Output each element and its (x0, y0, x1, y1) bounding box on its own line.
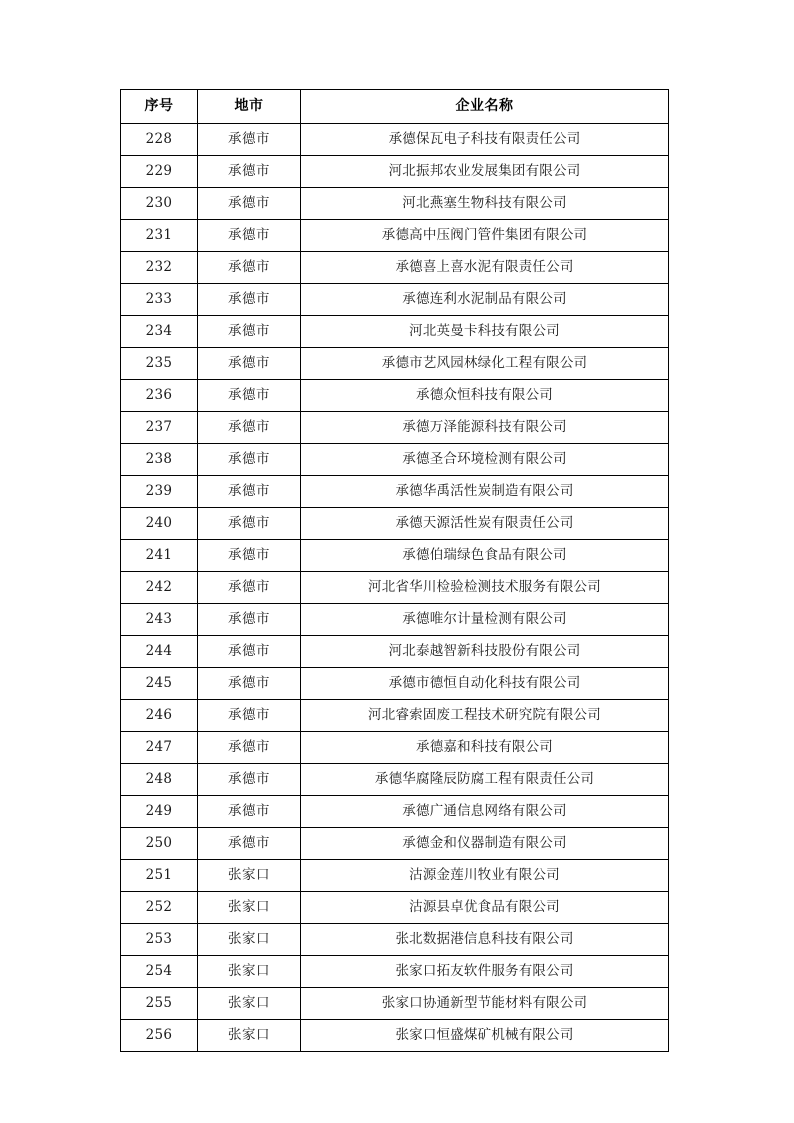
cell-sequence: 230 (121, 188, 198, 220)
table-row (121, 668, 669, 700)
cell-sequence: 243 (121, 604, 198, 636)
cell-enterprise-name: 承德嘉和科技有限公司 (301, 732, 669, 764)
table-row (121, 284, 669, 316)
cell-enterprise-name: 承德众恒科技有限公司 (301, 380, 669, 412)
cell-sequence: 239 (121, 476, 198, 508)
cell-city: 承德市 (198, 348, 301, 380)
cell-enterprise-name: 承德市艺风园林绿化工程有限公司 (301, 348, 669, 380)
cell-enterprise-name: 承德连利水泥制品有限公司 (301, 284, 669, 316)
cell-city: 承德市 (198, 188, 301, 220)
cell-city: 承德市 (198, 220, 301, 252)
cell-enterprise-name: 承德万泽能源科技有限公司 (301, 412, 669, 444)
cell-sequence: 233 (121, 284, 198, 316)
cell-sequence: 249 (121, 796, 198, 828)
table-row (121, 700, 669, 732)
table-row (121, 444, 669, 476)
cell-city: 承德市 (198, 508, 301, 540)
cell-enterprise-name: 承德高中压阀门管件集团有限公司 (301, 220, 669, 252)
cell-enterprise-name: 河北睿索固废工程技术研究院有限公司 (301, 700, 669, 732)
cell-sequence: 251 (121, 860, 198, 892)
cell-city: 承德市 (198, 380, 301, 412)
column-header-enterprise-name: 企业名称 (301, 90, 669, 124)
cell-city: 承德市 (198, 668, 301, 700)
cell-enterprise-name: 张家口恒盛煤矿机械有限公司 (301, 1020, 669, 1052)
cell-city: 承德市 (198, 252, 301, 284)
table-row (121, 540, 669, 572)
cell-sequence: 228 (121, 124, 198, 156)
cell-city: 承德市 (198, 444, 301, 476)
cell-sequence: 238 (121, 444, 198, 476)
column-header-city: 地市 (198, 90, 301, 124)
cell-city: 承德市 (198, 540, 301, 572)
table-row (121, 796, 669, 828)
table-header-row (121, 90, 669, 124)
cell-enterprise-name: 承德喜上喜水泥有限责任公司 (301, 252, 669, 284)
cell-city: 承德市 (198, 732, 301, 764)
table-row (121, 988, 669, 1020)
cell-city: 承德市 (198, 636, 301, 668)
cell-sequence: 234 (121, 316, 198, 348)
cell-enterprise-name: 承德天源活性炭有限责任公司 (301, 508, 669, 540)
cell-enterprise-name: 沽源县卓优食品有限公司 (301, 892, 669, 924)
cell-city: 张家口 (198, 1020, 301, 1052)
cell-sequence: 232 (121, 252, 198, 284)
cell-sequence: 241 (121, 540, 198, 572)
cell-enterprise-name: 沽源金莲川牧业有限公司 (301, 860, 669, 892)
cell-city: 承德市 (198, 700, 301, 732)
cell-sequence: 240 (121, 508, 198, 540)
cell-enterprise-name: 承德市德恒自动化科技有限公司 (301, 668, 669, 700)
cell-sequence: 256 (121, 1020, 198, 1052)
cell-city: 承德市 (198, 284, 301, 316)
cell-sequence: 253 (121, 924, 198, 956)
cell-city: 张家口 (198, 988, 301, 1020)
cell-sequence: 229 (121, 156, 198, 188)
cell-sequence: 247 (121, 732, 198, 764)
cell-sequence: 254 (121, 956, 198, 988)
enterprise-listing-table-container (120, 89, 668, 1052)
table-row (121, 220, 669, 252)
cell-enterprise-name: 河北英曼卡科技有限公司 (301, 316, 669, 348)
cell-enterprise-name: 河北泰越智新科技股份有限公司 (301, 636, 669, 668)
table-row (121, 1020, 669, 1052)
cell-city: 承德市 (198, 476, 301, 508)
cell-city: 张家口 (198, 892, 301, 924)
table-row (121, 380, 669, 412)
cell-enterprise-name: 承德广通信息网络有限公司 (301, 796, 669, 828)
cell-enterprise-name: 承德圣合环境检测有限公司 (301, 444, 669, 476)
cell-city: 张家口 (198, 956, 301, 988)
cell-city: 承德市 (198, 156, 301, 188)
cell-enterprise-name: 河北省华川检验检测技术服务有限公司 (301, 572, 669, 604)
cell-enterprise-name: 承德伯瑞绿色食品有限公司 (301, 540, 669, 572)
cell-city: 张家口 (198, 924, 301, 956)
cell-city: 承德市 (198, 604, 301, 636)
cell-city: 承德市 (198, 412, 301, 444)
table-row (121, 892, 669, 924)
table-row (121, 508, 669, 540)
table-row (121, 188, 669, 220)
cell-enterprise-name: 承德华禹活性炭制造有限公司 (301, 476, 669, 508)
cell-enterprise-name: 张家口拓友软件服务有限公司 (301, 956, 669, 988)
cell-enterprise-name: 承德保瓦电子科技有限责任公司 (301, 124, 669, 156)
table-body (121, 124, 669, 1052)
cell-sequence: 244 (121, 636, 198, 668)
table-row (121, 124, 669, 156)
cell-sequence: 245 (121, 668, 198, 700)
table-row (121, 156, 669, 188)
table-row (121, 764, 669, 796)
table-row (121, 636, 669, 668)
table-row (121, 604, 669, 636)
cell-enterprise-name: 河北振邦农业发展集团有限公司 (301, 156, 669, 188)
cell-sequence: 250 (121, 828, 198, 860)
table-row (121, 732, 669, 764)
cell-sequence: 236 (121, 380, 198, 412)
table-row (121, 348, 669, 380)
table-row (121, 476, 669, 508)
cell-enterprise-name: 张家口协通新型节能材料有限公司 (301, 988, 669, 1020)
table-row (121, 252, 669, 284)
cell-city: 承德市 (198, 572, 301, 604)
cell-city: 承德市 (198, 124, 301, 156)
cell-enterprise-name: 承德金和仪器制造有限公司 (301, 828, 669, 860)
table-row (121, 828, 669, 860)
cell-sequence: 235 (121, 348, 198, 380)
table-row (121, 412, 669, 444)
table-row (121, 316, 669, 348)
cell-sequence: 242 (121, 572, 198, 604)
column-header-sequence: 序号 (121, 90, 198, 124)
cell-sequence: 231 (121, 220, 198, 252)
cell-enterprise-name: 承德唯尔计量检测有限公司 (301, 604, 669, 636)
cell-city: 承德市 (198, 764, 301, 796)
cell-sequence: 255 (121, 988, 198, 1020)
cell-sequence: 246 (121, 700, 198, 732)
cell-city: 承德市 (198, 316, 301, 348)
cell-enterprise-name: 河北燕塞生物科技有限公司 (301, 188, 669, 220)
table-row (121, 956, 669, 988)
cell-enterprise-name: 张北数据港信息科技有限公司 (301, 924, 669, 956)
table-row (121, 860, 669, 892)
table-row (121, 924, 669, 956)
cell-city: 张家口 (198, 860, 301, 892)
cell-city: 承德市 (198, 828, 301, 860)
cell-sequence: 248 (121, 764, 198, 796)
table-row (121, 572, 669, 604)
cell-enterprise-name: 承德华腐隆辰防腐工程有限责任公司 (301, 764, 669, 796)
cell-sequence: 237 (121, 412, 198, 444)
enterprise-listing-table (120, 89, 669, 1052)
table-header (121, 90, 669, 124)
cell-city: 承德市 (198, 796, 301, 828)
cell-sequence: 252 (121, 892, 198, 924)
